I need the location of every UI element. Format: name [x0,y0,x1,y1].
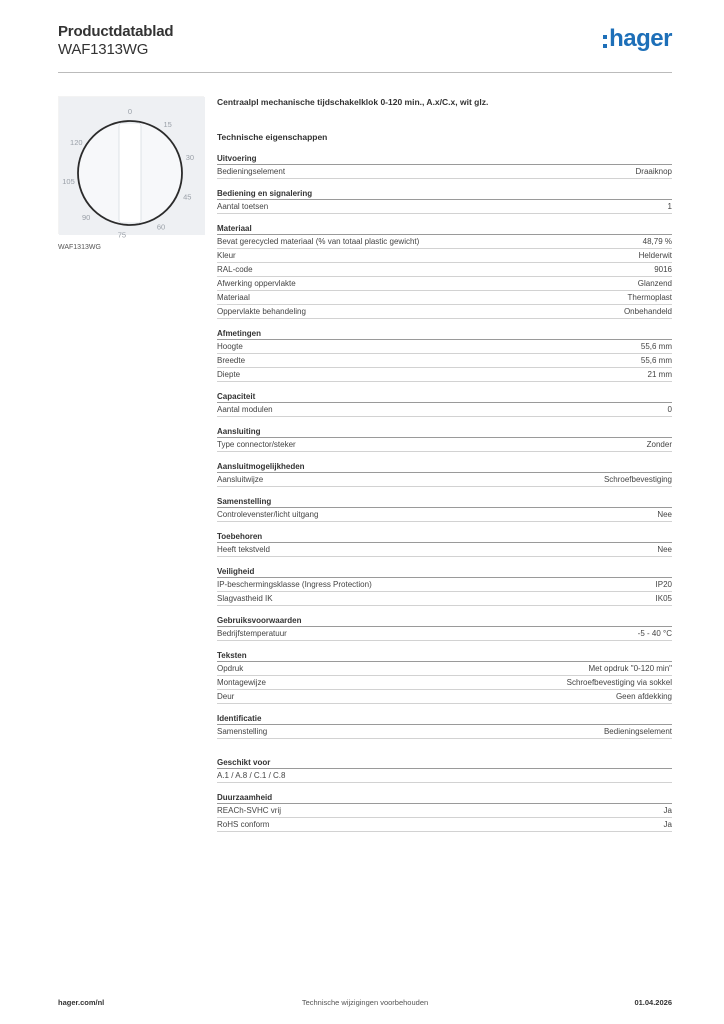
spec-label: Montagewijze [217,678,266,687]
spec-value: 55,6 mm [640,342,672,351]
dial-label: 120 [70,138,83,147]
spec-group [217,531,672,557]
spec-row [217,165,672,179]
spec-label: RoHS conform [217,820,270,829]
group-title: Uitvoering [217,153,672,165]
spec-label: RAL-code [217,265,253,274]
spec-row [217,368,672,382]
spec-group [217,223,672,319]
spec-row [217,578,672,592]
dial-label: 90 [82,212,91,222]
suitable-for-group [217,757,672,783]
spec-value: Onbehandeld [623,307,672,316]
spec-row [217,305,672,319]
dial-label: 15 [163,119,172,129]
spec-value: Helderwit [638,251,672,260]
spec-label: Materiaal [217,293,250,302]
spec-label: Aantal modulen [217,405,273,414]
group-title: Capaciteit [217,391,672,403]
dial-label: 45 [183,192,192,202]
logo-text: hager [609,25,672,52]
spec-group [217,461,672,487]
group-title: Afmetingen [217,328,672,340]
group-title: Toebehoren [217,531,672,543]
spec-row [217,690,672,704]
spec-row [217,249,672,263]
spec-value: Bedieningselement [603,727,672,736]
spec-value: Ja [663,820,672,829]
spec-label: Slagvastheid IK [217,594,273,603]
spec-label: Bevat gerecycled materiaal (% van totaal plastic gewicht) [217,237,420,246]
spec-value: Geen afdekking [615,692,672,701]
spec-row [217,662,672,676]
spec-group [217,566,672,606]
spec-group [217,328,672,382]
footer-date: 01.04.2026 [634,998,672,1007]
spec-row [217,473,672,487]
spec-value: 55,6 mm [640,356,672,365]
group-title: Duurzaamheid [217,792,672,804]
spec-label: Controlevenster/licht uitgang [217,510,319,519]
spec-row [217,200,672,214]
spec-label: A.1 / A.8 / C.1 / C.8 [217,771,286,780]
dial-knob [119,123,141,223]
spec-value: Zonder [646,440,672,449]
spec-row [217,769,672,783]
spec-row [217,627,672,641]
spec-row [217,263,672,277]
spec-row [217,354,672,368]
page-header [58,20,672,64]
dial-label: 60 [156,222,166,232]
spec-row [217,277,672,291]
spec-groups [217,153,672,739]
spec-row [217,818,672,832]
spec-value: 21 mm [647,370,672,379]
group-title: Veiligheid [217,566,672,578]
spec-value: 1 [667,202,672,211]
spec-value: Schroefbevestiging [603,475,672,484]
page-footer [58,998,672,1010]
spec-value: Ja [663,806,672,815]
sustainability-group [217,792,672,832]
spec-group [217,650,672,704]
spec-value: -5 - 40 °C [637,629,672,638]
spec-label: Bedieningselement [217,167,286,176]
product-description: Centraalpl mechanische tijdschakelklok 0-120 min., A.x/C.x, wit glz. [217,97,489,107]
spec-label: Bedrijfstemperatuur [217,629,287,638]
group-title: Aansluitmogelijkheden [217,461,672,473]
spec-label: Samenstelling [217,727,268,736]
group-title: Teksten [217,650,672,662]
spec-value: IP20 [655,580,672,589]
spec-label: Heeft tekstveld [217,545,270,554]
spec-label: Deur [217,692,235,701]
spec-group [217,426,672,452]
spec-value: Met opdruk "0-120 min" [588,664,672,673]
spec-label: Afwerking oppervlakte [217,279,296,288]
document-title: Productdatablad [58,23,174,40]
group-title: Bediening en signalering [217,188,672,200]
dial-label: 30 [185,153,195,162]
spec-group [217,615,672,641]
spec-value: 48,79 % [642,237,672,246]
group-title: Samenstelling [217,496,672,508]
spec-label: Hoogte [217,342,243,351]
dial-label: 0 [127,107,133,116]
spec-label: REACh-SVHC vrij [217,806,282,815]
spec-row [217,725,672,739]
spec-value: Schroefbevestiging via sokkel [566,678,672,687]
spec-row [217,340,672,354]
spec-row [217,543,672,557]
spec-label: Opdruk [217,664,244,673]
logo-dots-icon [603,35,607,48]
group-title: Aansluiting [217,426,672,438]
spec-label: Type connector/steker [217,440,296,449]
spec-label: IP-beschermingsklasse (Ingress Protection) [217,580,372,589]
spec-row [217,592,672,606]
spec-value: Nee [657,545,672,554]
spec-value: Thermoplast [627,293,672,302]
spec-group [217,153,672,179]
spec-row [217,508,672,522]
hager-logo [603,24,672,54]
timer-dial-illustration [59,97,205,240]
spec-value: Draaiknop [635,167,672,176]
spec-label: Diepte [217,370,241,379]
spec-value: 0 [667,405,672,414]
spec-label: Breedte [217,356,246,365]
spec-row [217,804,672,818]
spec-label: Aansluitwijze [217,475,264,484]
spec-row [217,403,672,417]
technical-heading: Technische eigenschappen [217,132,328,142]
spec-row [217,676,672,690]
spec-label: Aantal toetsen [217,202,269,211]
spec-value: Nee [657,510,672,519]
product-code: WAF1313WG [58,41,149,58]
spec-value: 9016 [654,265,672,274]
group-title: Materiaal [217,223,672,235]
spec-group [217,188,672,214]
spec-label: Oppervlakte behandeling [217,307,306,316]
header-divider [58,72,672,73]
spec-group [217,496,672,522]
product-image [58,96,204,240]
specification-section [217,96,672,841]
footer-website-link[interactable]: hager.com/nl [58,998,105,1007]
spec-row [217,438,672,452]
spec-value: IK05 [655,594,672,603]
spec-row [217,235,672,249]
dial-label: 105 [62,177,75,187]
group-title: Gebruiksvoorwaarden [217,615,672,627]
footer-disclaimer: Technische wijzigingen voorbehouden [301,998,429,1007]
image-caption: WAF1313WG [58,244,101,251]
dial-label: 75 [117,230,127,240]
spec-value: Glanzend [637,279,672,288]
spec-group [217,713,672,739]
spec-row [217,291,672,305]
group-title: Identificatie [217,713,672,725]
spec-group [217,391,672,417]
group-title: Geschikt voor [217,757,672,769]
spec-label: Kleur [217,251,236,260]
